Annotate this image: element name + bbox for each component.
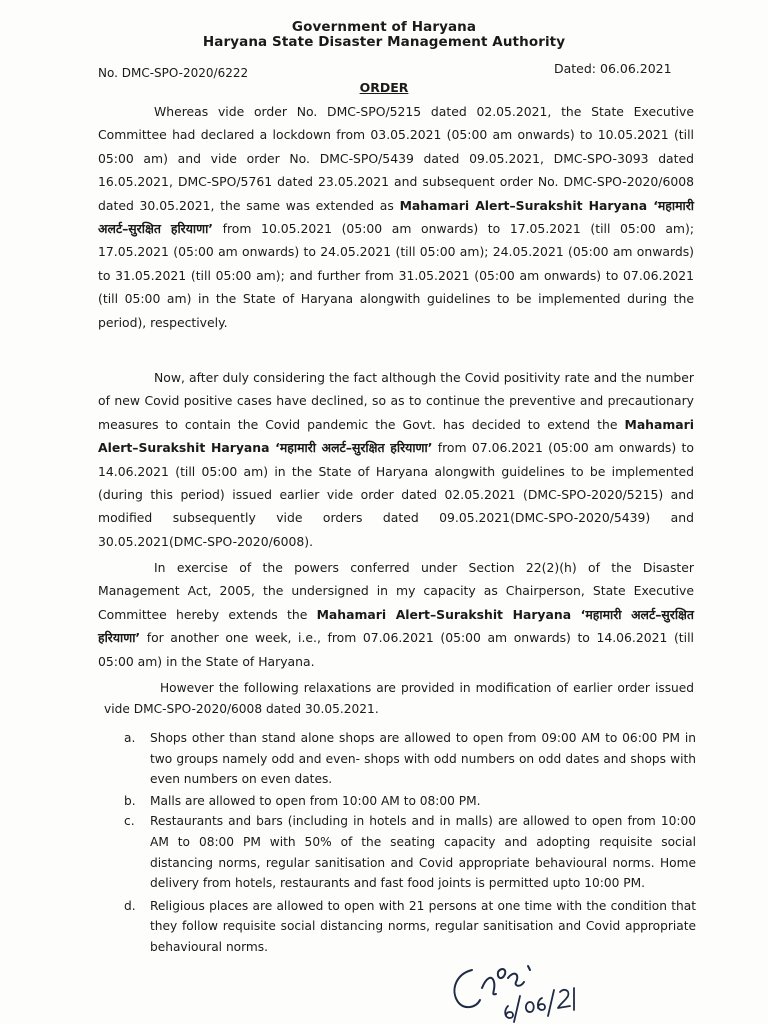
header-government: Government of Haryana bbox=[291, 19, 477, 35]
paragraph-3-text-a: In exercise of the powers conferred under Section 22(2)(h) of the Disaster Management Act, 2005, the undersigned in my capacity as Chairperson, State Executive Committee hereby extends the bbox=[98, 560, 694, 622]
paragraph-4: However the following relaxations are provided in modification of earlier order issued vide DMC-SPO-2020/6008 dated 30.05.2021. bbox=[104, 681, 694, 716]
list-item bbox=[124, 896, 696, 958]
list-item-text: Shops other than stand alone shops are allowed to open from 09:00 AM to 06:00 PM in two groups namely odd and even- shops with odd numbers on odd dates and shops with even numbers on even dates. bbox=[150, 731, 696, 787]
paragraph-2-text-a: Now, after duly considering the fact although the Covid positivity rate and the number of new Covid positive cases have declined, so as to continue the preventive and precautionary measures to contain the Covid pandemic the Govt. has decided to extend the bbox=[98, 370, 694, 432]
order-number: No. DMC-SPO-2020/6222 bbox=[98, 66, 249, 80]
paragraph-3 bbox=[98, 556, 694, 673]
paragraph-2 bbox=[98, 366, 694, 553]
list-item-marker: c. bbox=[124, 814, 135, 829]
list-item bbox=[124, 791, 696, 812]
handwritten-signature bbox=[446, 958, 596, 1024]
paragraph-3-bold: Mahamari Alert–Surakshit Haryana ‘महामारी अलर्ट–सुरक्षित हरियाणा’ bbox=[98, 606, 694, 646]
paragraph-1-bold: Mahamari Alert–Surakshit Haryana ‘महामारी अलर्ट–सुरक्षित हरियाणा’ bbox=[98, 197, 694, 237]
order-title: ORDER bbox=[359, 80, 409, 95]
relaxations-list bbox=[124, 728, 696, 958]
list-item-marker: b. bbox=[124, 793, 136, 808]
header-authority: Haryana State Disaster Management Authority bbox=[202, 34, 566, 50]
list-item-text: Restaurants and bars (including in hotels and in malls) are allowed to open from 10:00 AM to 08:00 PM with 50% of the seating capacity and adopting requisite social distancing norms, regular sanitisation and Covid appropriate behavioural norms. Home delivery from hotels, restaurants and fast food joints is permitted upto 10:00 PM. bbox=[150, 814, 696, 891]
order-date: Dated: 06.06.2021 bbox=[554, 61, 672, 76]
paragraph-1-text-a: Whereas vide order No. DMC-SPO/5215 dated 02.05.2021, the State Executive Committee had declared a lockdown from 03.05.2021 (05:00 am onwards) to 10.05.2021 (till 05:00 am) and vide order No. DMC-SPO/5439 dated 09.05.2021, DMC-SPO-3093 dated 16.05.2021, DMC-SPO/5761 dated 23.05.2021 and subsequent order No. DMC-SPO-2020/6008 dated 30.05.2021, the same was extended as bbox=[98, 104, 694, 213]
list-item bbox=[124, 728, 696, 790]
paragraph-2-text-b: from 07.06.2021 (05:00 am onwards) to 14.06.2021 (till 05:00 am) in the State of Haryana alongwith guidelines to be implemented (during this period) issued earlier vide order dated 02.05.2021 (DMC-SPO-2020/5215) and modified subsequently vide orders dated 09.05.2021(DMC-SPO-2020/5439) and 30.05.2021(DMC-SPO-2020/6008). bbox=[98, 440, 694, 549]
list-item bbox=[124, 811, 696, 893]
paragraph-1-text-b: from 10.05.2021 (05:00 am onwards) to 17.05.2021 (till 05:00 am); 17.05.2021 (05:00 am onwards) to 24.05.2021 (till 05:00 am); 24.05.2021 (05:00 am onwards) to 31.05.2021 (till 05:00 am); and further from 31.05.2021 (05:00 am onwards) to 07.06.2021 (till 05:00 am) in the State of Haryana alongwith guidelines to be implemented during the period), respectively. bbox=[98, 221, 694, 330]
list-item-text: Religious places are allowed to open with 21 persons at one time with the condition that they follow requisite social distancing norms, regular sanitisation and Covid appropriate behavioural norms. bbox=[150, 898, 696, 954]
paragraph-1 bbox=[98, 100, 694, 334]
paragraph-2-bold: Mahamari Alert–Surakshit Haryana ‘महामारी अलर्ट–सुरक्षित हरियाणा’ bbox=[98, 416, 694, 456]
list-item-marker: a. bbox=[124, 731, 136, 745]
list-item-text: Malls are allowed to open from 10:00 AM to 08:00 PM. bbox=[150, 793, 481, 808]
list-item-marker: d. bbox=[124, 898, 136, 913]
paragraph-3-text-b: for another one week, i.e., from 07.06.2021 (05:00 am onwards) to 14.06.2021 (till 05:00 am) in the State of Haryana. bbox=[98, 630, 694, 669]
